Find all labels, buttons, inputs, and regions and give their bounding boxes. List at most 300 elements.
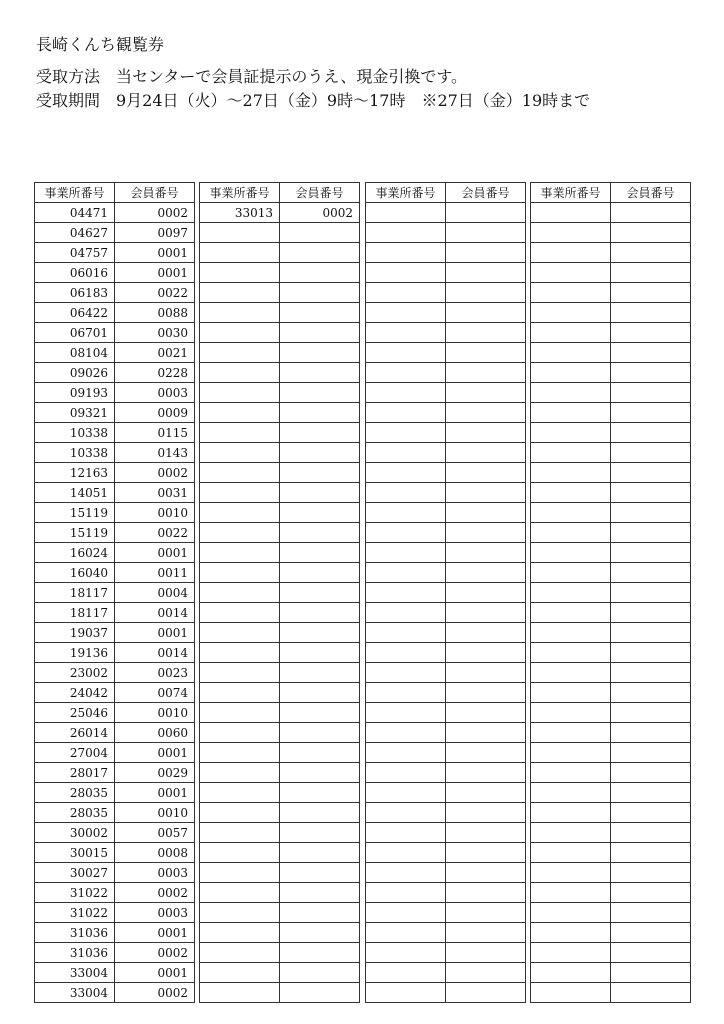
member-number-cell — [611, 343, 691, 363]
office-number-cell — [200, 483, 280, 503]
table-row — [531, 523, 691, 543]
member-number-cell: 0022 — [115, 283, 195, 303]
table-row — [35, 383, 195, 403]
table-row — [200, 783, 360, 803]
member-number-cell — [446, 963, 526, 983]
member-table-1 — [34, 182, 195, 1003]
member-number-cell — [446, 903, 526, 923]
member-number-cell: 0022 — [115, 523, 195, 543]
member-number-cell — [611, 943, 691, 963]
table-row — [200, 263, 360, 283]
member-number-cell — [611, 863, 691, 883]
table-row — [200, 243, 360, 263]
member-number-cell — [280, 523, 360, 543]
member-number-cell — [280, 743, 360, 763]
office-number-cell — [531, 243, 611, 263]
office-number-cell: 31022 — [35, 903, 115, 923]
member-number-cell — [280, 323, 360, 343]
member-number-cell — [611, 823, 691, 843]
table-row — [531, 323, 691, 343]
table-row — [200, 463, 360, 483]
table-row — [366, 423, 526, 443]
office-number-cell — [200, 323, 280, 343]
office-number-cell — [200, 843, 280, 863]
table-row — [200, 723, 360, 743]
office-number-cell — [531, 223, 611, 243]
office-number-cell — [531, 583, 611, 603]
office-number-cell: 26014 — [35, 723, 115, 743]
table-row — [35, 743, 195, 763]
office-number-cell — [531, 863, 611, 883]
member-number-cell: 0001 — [115, 923, 195, 943]
table-row — [35, 463, 195, 483]
member-number-cell — [611, 743, 691, 763]
table-row — [200, 803, 360, 823]
table-row — [35, 523, 195, 543]
office-number-cell: 04757 — [35, 243, 115, 263]
office-number-cell — [531, 323, 611, 343]
table-row — [531, 363, 691, 383]
table-row — [200, 543, 360, 563]
member-number-cell — [446, 943, 526, 963]
member-number-cell: 0001 — [115, 623, 195, 643]
office-number-cell: 18117 — [35, 603, 115, 623]
table-row — [531, 403, 691, 423]
member-number-cell — [611, 203, 691, 223]
office-number-cell: 12163 — [35, 463, 115, 483]
office-number-cell — [200, 563, 280, 583]
table-row — [366, 903, 526, 923]
office-number-cell — [531, 283, 611, 303]
member-number-cell — [280, 903, 360, 923]
member-number-cell — [611, 283, 691, 303]
member-number-cell — [611, 723, 691, 743]
office-number-cell — [366, 203, 446, 223]
office-number-cell: 33013 — [200, 203, 280, 223]
office-number-cell: 23002 — [35, 663, 115, 683]
office-number-cell — [366, 863, 446, 883]
office-number-cell: 14051 — [35, 483, 115, 503]
office-number-cell — [531, 443, 611, 463]
office-number-cell — [531, 303, 611, 323]
table-row — [531, 243, 691, 263]
table-row — [531, 683, 691, 703]
member-number-cell: 0074 — [115, 683, 195, 703]
member-number-cell — [611, 323, 691, 343]
office-number-cell — [200, 923, 280, 943]
office-number-cell — [531, 663, 611, 683]
member-number-cell — [446, 823, 526, 843]
office-number-cell — [531, 823, 611, 843]
office-number-cell — [366, 563, 446, 583]
office-number-cell: 27004 — [35, 743, 115, 763]
member-number-cell — [280, 363, 360, 383]
table-row — [200, 963, 360, 983]
table-row — [366, 943, 526, 963]
table-row — [531, 903, 691, 923]
office-number-cell — [200, 403, 280, 423]
table-row — [200, 563, 360, 583]
member-number-cell — [446, 743, 526, 763]
member-number-cell — [280, 663, 360, 683]
office-number-cell — [200, 503, 280, 523]
member-number-cell: 0002 — [115, 983, 195, 1003]
table-row — [35, 283, 195, 303]
member-number-cell — [611, 963, 691, 983]
office-number-cell — [531, 423, 611, 443]
office-number-cell: 33004 — [35, 983, 115, 1003]
office-number-cell — [531, 923, 611, 943]
table-row — [531, 823, 691, 843]
office-number-cell — [366, 963, 446, 983]
table-row — [531, 603, 691, 623]
table-row — [366, 883, 526, 903]
member-number-cell — [446, 583, 526, 603]
table-row — [531, 963, 691, 983]
table-row — [366, 783, 526, 803]
table-row — [366, 523, 526, 543]
table-header-row — [35, 183, 195, 203]
member-number-cell: 0014 — [115, 643, 195, 663]
office-number-cell — [531, 463, 611, 483]
office-number-cell — [531, 963, 611, 983]
office-number-cell — [366, 583, 446, 603]
table-row — [35, 763, 195, 783]
member-number-cell — [611, 623, 691, 643]
table-row — [200, 303, 360, 323]
pickup-method-text: 受取方法 当センターで会員証提示のうえ、現金引換です。 — [36, 67, 468, 86]
table-row — [35, 203, 195, 223]
member-number-cell — [446, 923, 526, 943]
member-number-cell — [446, 843, 526, 863]
table-row — [35, 543, 195, 563]
office-number-cell — [366, 843, 446, 863]
table-row — [200, 743, 360, 763]
office-number-cell: 10338 — [35, 423, 115, 443]
table-row — [531, 203, 691, 223]
member-number-cell — [280, 643, 360, 663]
member-number-cell — [280, 463, 360, 483]
table-row — [531, 563, 691, 583]
office-number-cell: 04627 — [35, 223, 115, 243]
member-number-cell — [446, 343, 526, 363]
office-number-cell: 16024 — [35, 543, 115, 563]
table-row — [200, 403, 360, 423]
member-number-cell — [280, 703, 360, 723]
member-number-cell — [280, 683, 360, 703]
office-number-cell: 06183 — [35, 283, 115, 303]
member-number-cell: 0001 — [115, 263, 195, 283]
table-row — [35, 703, 195, 723]
member-number-cell — [446, 863, 526, 883]
table-row — [35, 303, 195, 323]
member-number-cell — [446, 643, 526, 663]
member-number-cell — [446, 783, 526, 803]
member-number-cell — [611, 903, 691, 923]
member-number-cell — [446, 623, 526, 643]
office-number-cell — [531, 803, 611, 823]
member-number-cell — [446, 283, 526, 303]
office-number-cell — [200, 743, 280, 763]
table-row — [366, 723, 526, 743]
office-number-header: 事業所番号 — [35, 183, 115, 203]
table-row — [200, 283, 360, 303]
office-number-cell: 24042 — [35, 683, 115, 703]
office-number-header: 事業所番号 — [366, 183, 446, 203]
table-row — [200, 603, 360, 623]
member-number-cell — [446, 703, 526, 723]
table-row — [200, 943, 360, 963]
member-number-cell — [280, 803, 360, 823]
table-row — [366, 823, 526, 843]
table-row — [366, 203, 526, 223]
member-number-cell — [611, 843, 691, 863]
office-number-cell: 06422 — [35, 303, 115, 323]
office-number-cell — [200, 703, 280, 723]
table-row — [200, 883, 360, 903]
member-number-cell: 0001 — [115, 243, 195, 263]
office-number-cell — [200, 783, 280, 803]
member-number-cell — [280, 263, 360, 283]
member-number-cell — [280, 883, 360, 903]
member-number-cell: 0115 — [115, 423, 195, 443]
member-number-cell — [446, 323, 526, 343]
member-number-cell: 0002 — [115, 883, 195, 903]
office-number-cell: 31022 — [35, 883, 115, 903]
table-row — [35, 423, 195, 443]
member-number-header: 会員番号 — [115, 183, 195, 203]
table-row — [531, 863, 691, 883]
office-number-cell: 15119 — [35, 523, 115, 543]
office-number-cell — [531, 703, 611, 723]
office-number-cell: 04471 — [35, 203, 115, 223]
table-row — [35, 443, 195, 463]
member-number-cell — [446, 423, 526, 443]
table-row — [366, 263, 526, 283]
office-number-cell: 09321 — [35, 403, 115, 423]
office-number-cell — [200, 683, 280, 703]
member-number-cell: 0143 — [115, 443, 195, 463]
office-number-cell — [366, 503, 446, 523]
office-number-cell — [366, 263, 446, 283]
table-row — [531, 983, 691, 1003]
member-number-cell — [280, 623, 360, 643]
member-number-cell — [611, 383, 691, 403]
table-row — [200, 823, 360, 843]
table-row — [531, 263, 691, 283]
member-number-cell — [611, 883, 691, 903]
office-number-cell — [200, 883, 280, 903]
table-row — [366, 643, 526, 663]
table-row — [366, 863, 526, 883]
member-number-cell — [280, 963, 360, 983]
table-row — [366, 303, 526, 323]
member-number-cell — [611, 483, 691, 503]
table-row — [35, 223, 195, 243]
office-number-cell — [366, 403, 446, 423]
member-number-cell — [446, 763, 526, 783]
member-number-cell — [280, 763, 360, 783]
member-number-cell — [280, 243, 360, 263]
member-number-cell — [280, 863, 360, 883]
member-number-cell — [446, 243, 526, 263]
office-number-cell — [200, 383, 280, 403]
office-number-cell — [366, 463, 446, 483]
office-number-cell — [531, 943, 611, 963]
member-number-cell: 0009 — [115, 403, 195, 423]
member-number-cell: 0002 — [115, 463, 195, 483]
table-row — [366, 323, 526, 343]
table-row — [366, 443, 526, 463]
member-number-cell — [446, 223, 526, 243]
member-number-cell — [446, 983, 526, 1003]
office-number-cell — [366, 763, 446, 783]
member-number-cell — [280, 843, 360, 863]
member-number-cell — [446, 523, 526, 543]
office-number-cell — [531, 683, 611, 703]
office-number-cell — [200, 763, 280, 783]
office-number-cell — [531, 903, 611, 923]
member-number-cell — [280, 823, 360, 843]
table-row — [531, 663, 691, 683]
page-title: 長崎くんち観覧券 — [36, 35, 165, 54]
table-row — [200, 843, 360, 863]
table-row — [366, 343, 526, 363]
office-number-cell — [200, 983, 280, 1003]
table-row — [35, 943, 195, 963]
member-number-cell — [280, 783, 360, 803]
table-row — [35, 263, 195, 283]
table-row — [200, 343, 360, 363]
table-row — [35, 903, 195, 923]
office-number-cell — [531, 603, 611, 623]
member-number-cell — [280, 583, 360, 603]
member-number-cell: 0014 — [115, 603, 195, 623]
office-number-cell — [200, 903, 280, 923]
member-number-cell — [611, 983, 691, 1003]
office-number-cell — [200, 603, 280, 623]
office-number-cell — [366, 383, 446, 403]
office-number-cell: 30015 — [35, 843, 115, 863]
office-number-cell — [531, 203, 611, 223]
table-row — [366, 363, 526, 383]
office-number-cell: 19136 — [35, 643, 115, 663]
table-row — [366, 483, 526, 503]
member-number-cell — [611, 563, 691, 583]
table-row — [35, 603, 195, 623]
office-number-header: 事業所番号 — [531, 183, 611, 203]
member-number-cell: 0008 — [115, 843, 195, 863]
office-number-cell — [200, 803, 280, 823]
office-number-cell — [531, 723, 611, 743]
office-number-cell: 15119 — [35, 503, 115, 523]
table-row — [35, 243, 195, 263]
member-number-cell — [611, 783, 691, 803]
member-number-cell — [611, 923, 691, 943]
table-row — [200, 383, 360, 403]
office-number-cell — [531, 983, 611, 1003]
office-number-cell — [200, 423, 280, 443]
table-row — [366, 743, 526, 763]
table-row — [531, 623, 691, 643]
office-number-cell — [531, 783, 611, 803]
member-number-cell: 0003 — [115, 903, 195, 923]
table-header-row — [200, 183, 360, 203]
office-number-cell: 25046 — [35, 703, 115, 723]
table-row — [366, 503, 526, 523]
table-row — [366, 403, 526, 423]
table-row — [366, 983, 526, 1003]
table-row — [531, 783, 691, 803]
member-table-4 — [530, 182, 691, 1003]
member-number-cell — [611, 423, 691, 443]
member-number-cell — [611, 803, 691, 823]
table-row — [366, 663, 526, 683]
member-number-cell — [611, 463, 691, 483]
table-row — [531, 723, 691, 743]
office-number-cell — [200, 243, 280, 263]
member-number-cell — [611, 543, 691, 563]
office-number-cell: 19037 — [35, 623, 115, 643]
office-number-cell — [366, 883, 446, 903]
member-number-cell — [280, 983, 360, 1003]
member-number-header: 会員番号 — [446, 183, 526, 203]
table-row — [531, 703, 691, 723]
office-number-cell — [366, 823, 446, 843]
member-number-cell — [611, 223, 691, 243]
table-row — [35, 883, 195, 903]
office-number-cell — [200, 623, 280, 643]
member-number-cell: 0003 — [115, 383, 195, 403]
member-number-cell — [446, 663, 526, 683]
member-number-cell — [611, 763, 691, 783]
table-row — [200, 523, 360, 543]
office-number-cell — [366, 223, 446, 243]
member-number-cell — [611, 583, 691, 603]
table-row — [35, 863, 195, 883]
table-row — [200, 763, 360, 783]
office-number-cell — [366, 783, 446, 803]
table-row — [35, 663, 195, 683]
table-row — [200, 623, 360, 643]
member-number-cell — [611, 263, 691, 283]
office-number-cell — [366, 743, 446, 763]
member-number-cell — [280, 403, 360, 423]
table-row — [531, 883, 691, 903]
member-number-cell — [280, 303, 360, 323]
office-number-cell: 16040 — [35, 563, 115, 583]
member-number-cell: 0001 — [115, 783, 195, 803]
member-number-cell — [446, 503, 526, 523]
member-number-cell: 0228 — [115, 363, 195, 383]
member-number-cell: 0030 — [115, 323, 195, 343]
office-number-cell — [200, 643, 280, 663]
table-row — [35, 583, 195, 603]
office-number-cell — [200, 863, 280, 883]
member-number-cell — [611, 503, 691, 523]
table-row — [366, 383, 526, 403]
member-number-cell — [446, 463, 526, 483]
table-row — [35, 963, 195, 983]
table-row — [531, 943, 691, 963]
office-number-cell — [531, 263, 611, 283]
table-row — [366, 803, 526, 823]
table-row — [200, 503, 360, 523]
office-number-cell — [366, 283, 446, 303]
table-row — [531, 343, 691, 363]
table-row — [200, 203, 360, 223]
office-number-cell — [531, 523, 611, 543]
